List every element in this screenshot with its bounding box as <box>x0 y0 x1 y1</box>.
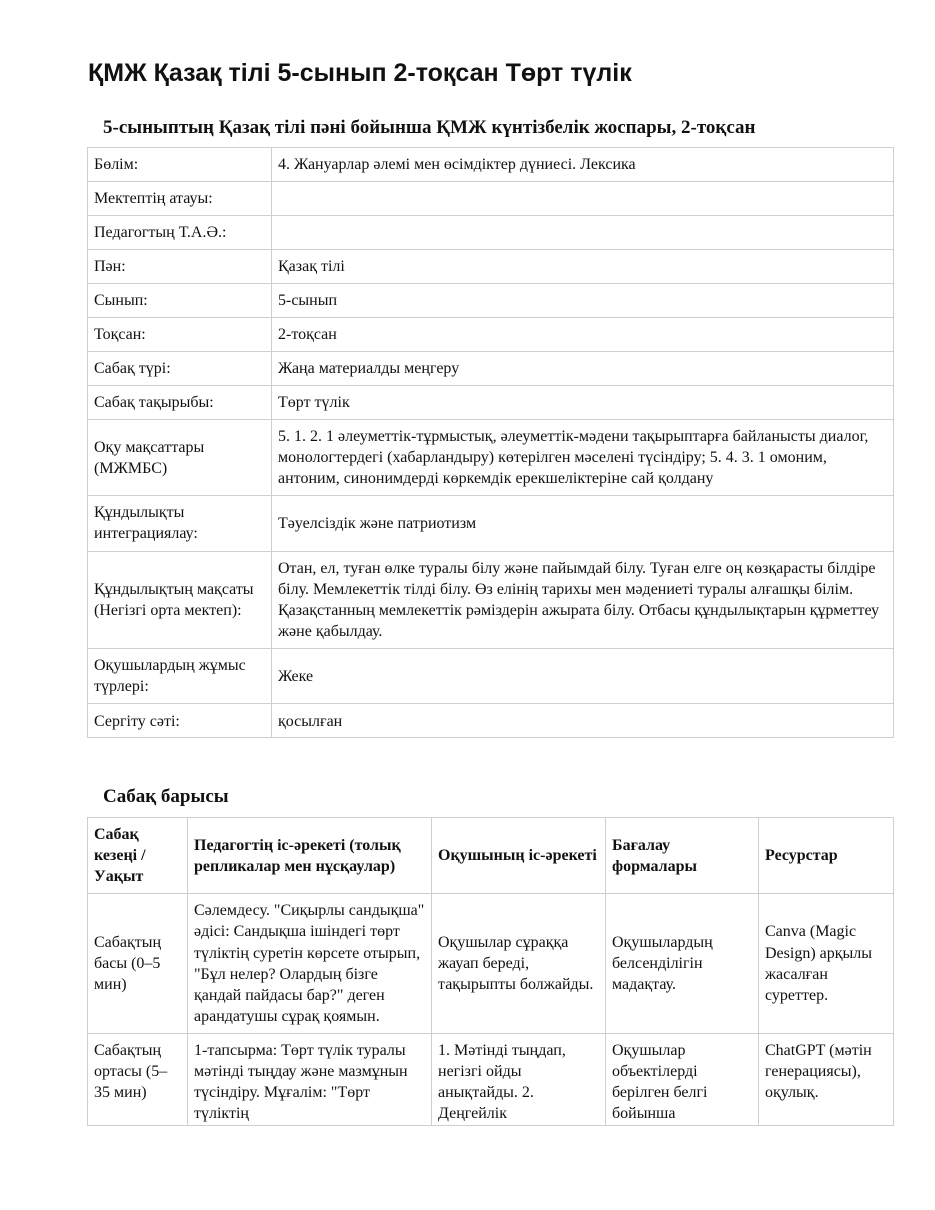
info-value: Қазақ тілі <box>272 250 894 284</box>
info-label: Педагогтың Т.А.Ә.: <box>88 216 272 250</box>
info-label: Сабақ тақырыбы: <box>88 386 272 420</box>
info-label: Мектептің атауы: <box>88 182 272 216</box>
info-label: Пән: <box>88 250 272 284</box>
lesson-flow-table <box>87 817 894 1126</box>
column-header-resources: Ресурстар <box>759 818 894 894</box>
lesson-assessment: Оқушылар объектілерді берілген белгі бойынша <box>606 1033 759 1125</box>
info-label: Бөлім: <box>88 148 272 182</box>
lesson-student-action: Оқушылар сұраққа жауап береді, тақырыпты болжайды. <box>432 894 606 1034</box>
info-value: 2-тоқсан <box>272 318 894 352</box>
column-header-student: Оқушының іс-әрекеті <box>432 818 606 894</box>
info-label: Құндылықты интеграциялау: <box>88 496 272 551</box>
column-header-stage: Сабақ кезеңі / Уақыт <box>88 818 188 894</box>
info-value: Тәуелсіздік және патриотизм <box>272 496 894 551</box>
info-label: Тоқсан: <box>88 318 272 352</box>
lesson-student-action: 1. Мәтінді тыңдап, негізгі ойды анықтайды. 2. Деңгейлік <box>432 1033 606 1125</box>
info-label: Сынып: <box>88 284 272 318</box>
info-label: Сергіту сәті: <box>88 704 272 738</box>
lesson-teacher-action: 1-тапсырма: Төрт түлік туралы мәтінді тыңдау және мазмұнын түсіндіру. Мұғалім: "Төрт түліктің <box>188 1033 432 1125</box>
lesson-resources: Canva (Magic Design) арқылы жасалған суреттер. <box>759 894 894 1034</box>
lesson-row-beginning <box>88 894 894 1034</box>
column-header-assessment: Бағалау формалары <box>606 818 759 894</box>
info-value: Жаңа материалды меңгеру <box>272 352 894 386</box>
lesson-header-row <box>88 818 894 894</box>
info-value: Төрт түлік <box>272 386 894 420</box>
lesson-assessment: Оқушылардың белсенділігін мадақтау. <box>606 894 759 1034</box>
plan-heading: 5-сыныптың Қазақ тілі пәні бойынша ҚМЖ күнтізбелік жоспары, 2-тоқсан <box>103 117 756 138</box>
info-label: Оқу мақсаттары (МЖМБС) <box>88 420 272 496</box>
info-value: 5. 1. 2. 1 әлеуметтік-тұрмыстық, әлеуметтік-мәдени тақырыптарға байланысты диалог, монологтердегі (хабарландыру) көтерілген мәселені түсіндіру; 5. 4. 3. 1 омоним, антоним, синонимдерді көркемдік ерекшеліктеріне сай қолдану <box>272 420 894 496</box>
info-value: қосылған <box>272 704 894 738</box>
column-header-teacher: Педагогтің іс-әрекеті (толық репликалар мен нұсқаулар) <box>188 818 432 894</box>
lesson-teacher-action: Сәлемдесу. "Сиқырлы сандықша" әдісі: Сандықша ішіндегі төрт түліктің суретін көрсете отырып, "Бұл нелер? Олардың бізге қандай пайдасы бар?" деген арандатушы сұрақ қоямын. <box>188 894 432 1034</box>
lesson-row-middle <box>88 1033 894 1125</box>
lesson-stage: Сабақтың ортасы (5–35 мин) <box>88 1033 188 1125</box>
lesson-resources: ChatGPT (мәтін генерациясы), оқулық. <box>759 1033 894 1125</box>
info-value: 4. Жануарлар әлемі мен өсімдіктер дүниесі. Лексика <box>272 148 894 182</box>
info-label: Сабақ түрі: <box>88 352 272 386</box>
info-value: Жеке <box>272 648 894 703</box>
info-label: Оқушылардың жұмыс түрлері: <box>88 648 272 703</box>
info-value: Отан, ел, туған өлке туралы білу және пайымдай білу. Туған елге оң көзқарасты білдіре білу. Мемлекеттік тілді білу. Өз елінің тарихы мен мәдениеті туралы алғашқы білім. Қазақстанның мемлекеттік рәміздерін ажырата білу. Отбасы құндылықтарын құрметтеу және қабылдау. <box>272 551 894 648</box>
info-label: Құндылықтың мақсаты (Негізгі орта мектеп): <box>88 551 272 648</box>
lesson-stage: Сабақтың басы (0–5 мин) <box>88 894 188 1034</box>
page-title: ҚМЖ Қазақ тілі 5-сынып 2-тоқсан Төрт түлік <box>88 59 632 87</box>
lesson-heading: Сабақ барысы <box>103 786 229 807</box>
info-value: 5-сынып <box>272 284 894 318</box>
